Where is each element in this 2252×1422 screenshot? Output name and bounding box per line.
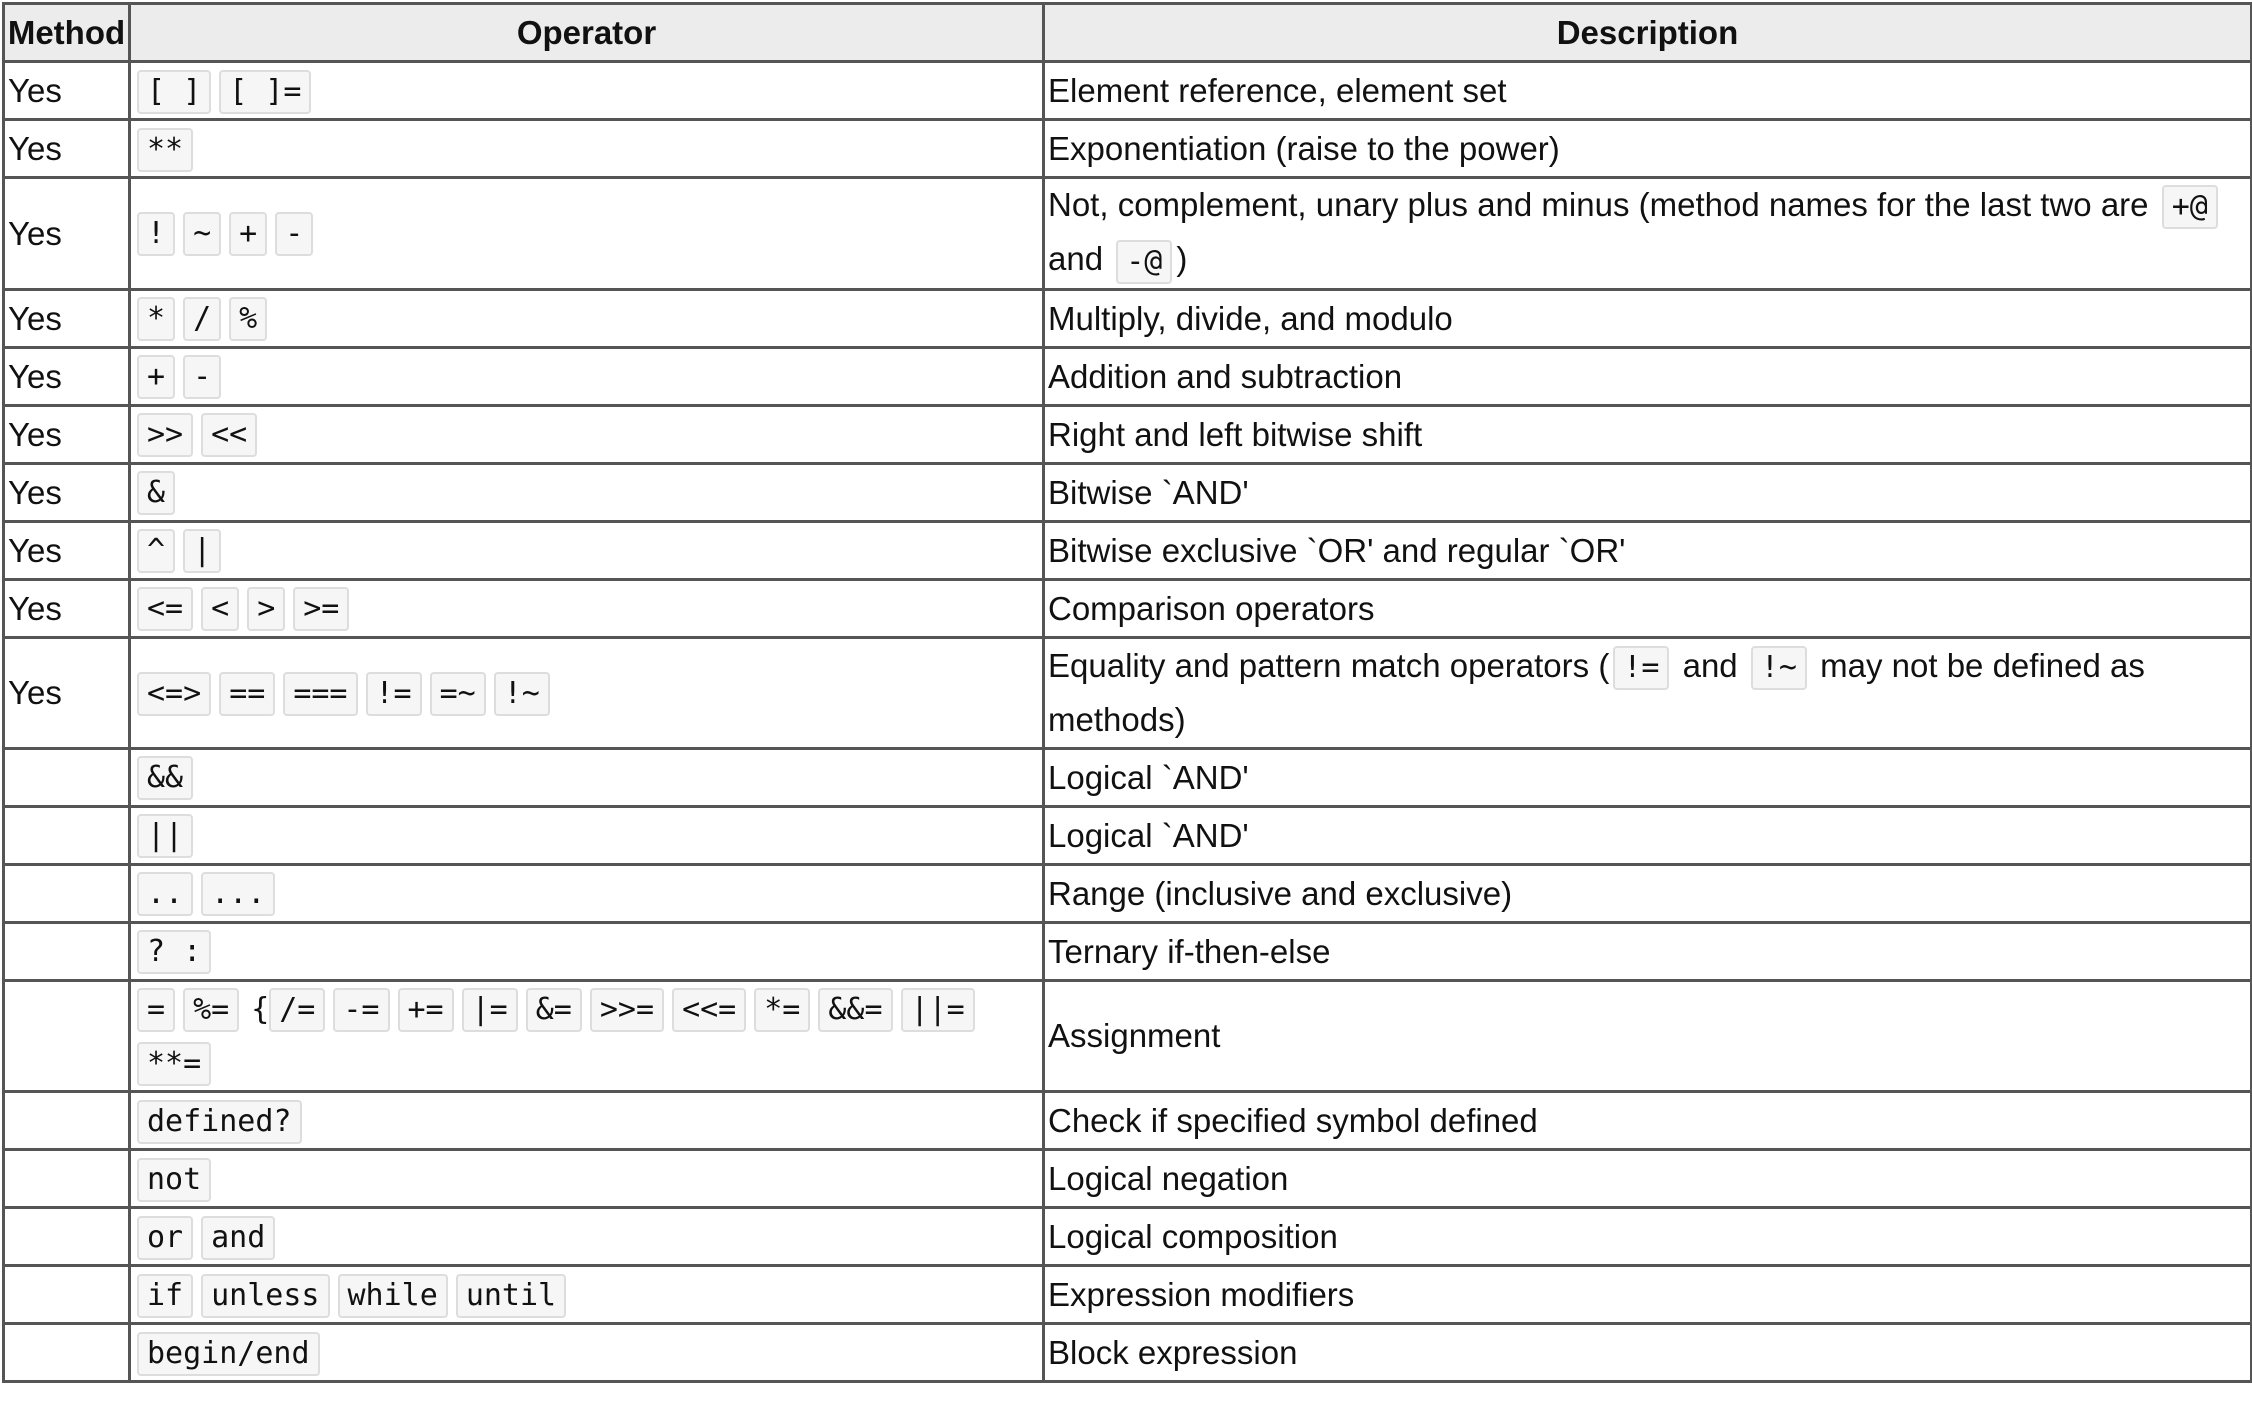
operator-code: unless <box>201 1274 329 1318</box>
operator-code: **= <box>137 1042 211 1086</box>
operator-code: [ ] <box>137 70 211 114</box>
description-cell: Assignment <box>1044 980 2252 1092</box>
operator-code: - <box>275 212 313 256</box>
description-cell: Ternary if-then-else <box>1044 922 2252 980</box>
operator-cell <box>130 1092 1044 1150</box>
operator-code: | <box>183 529 221 573</box>
method-cell: Yes <box>4 637 130 748</box>
operator-code: [ ]= <box>219 70 311 114</box>
method-cell <box>4 980 130 1092</box>
table-row <box>4 1092 2252 1150</box>
operator-code: > <box>247 587 285 631</box>
description-cell <box>1044 178 2252 290</box>
operator-code: + <box>229 212 267 256</box>
operator-cell <box>130 1266 1044 1324</box>
table-body <box>4 62 2252 1382</box>
table-row <box>4 521 2252 579</box>
operator-code: != <box>366 672 422 716</box>
operator-code: begin/end <box>137 1332 320 1376</box>
operator-code: * <box>137 297 175 341</box>
method-cell <box>4 1092 130 1150</box>
operator-code: <<= <box>672 988 746 1032</box>
operator-code: ||= <box>901 988 975 1032</box>
description-cell: Block expression <box>1044 1324 2252 1382</box>
operator-cell <box>130 579 1044 637</box>
operator-brace: { <box>251 991 270 1027</box>
operator-code: || <box>137 814 193 858</box>
table-row <box>4 463 2252 521</box>
operator-code: ** <box>137 128 193 172</box>
table-row <box>4 1266 2252 1324</box>
header-description: Description <box>1044 4 2252 62</box>
table-row <box>4 1208 2252 1266</box>
table-row <box>4 922 2252 980</box>
operator-cell <box>130 980 1044 1092</box>
header-operator: Operator <box>130 4 1044 62</box>
table-row <box>4 1150 2252 1208</box>
operator-cell <box>130 864 1044 922</box>
operator-code: & <box>137 471 175 515</box>
operator-code: !~ <box>494 672 550 716</box>
operator-code: =~ <box>430 672 486 716</box>
table-row <box>4 1324 2252 1382</box>
description-cell: Logical composition <box>1044 1208 2252 1266</box>
description-cell: Expression modifiers <box>1044 1266 2252 1324</box>
method-cell <box>4 1208 130 1266</box>
method-cell: Yes <box>4 579 130 637</box>
description-cell: Bitwise `AND' <box>1044 463 2252 521</box>
method-cell <box>4 1324 130 1382</box>
operator-code: >> <box>137 413 193 457</box>
description-cell: Multiply, divide, and modulo <box>1044 289 2252 347</box>
operator-cell <box>130 637 1044 748</box>
description-text: Equality and pattern match operators ( <box>1048 646 1610 684</box>
description-text: may not be defined as methods) <box>1048 646 2145 739</box>
operator-code: << <box>201 413 257 457</box>
operator-code: &&= <box>818 988 892 1032</box>
operator-code: or <box>137 1216 193 1260</box>
operator-code: -= <box>333 988 389 1032</box>
operator-cell <box>130 178 1044 290</box>
operator-code: == <box>219 672 275 716</box>
operator-code: === <box>283 672 357 716</box>
operator-code: ! <box>137 212 175 256</box>
method-cell <box>4 748 130 806</box>
method-cell: Yes <box>4 347 130 405</box>
operator-code: <=> <box>137 672 211 716</box>
description-text: ) <box>1176 240 1188 278</box>
operator-code: / <box>183 297 221 341</box>
operator-code: ^ <box>137 529 175 573</box>
operator-code: ~ <box>183 212 221 256</box>
method-cell: Yes <box>4 405 130 463</box>
operator-cell <box>130 922 1044 980</box>
description-cell <box>1044 637 2252 748</box>
table-row <box>4 579 2252 637</box>
method-cell <box>4 1266 130 1324</box>
operator-cell <box>130 347 1044 405</box>
description-cell: Exponentiation (raise to the power) <box>1044 120 2252 178</box>
operator-code: && <box>137 756 193 800</box>
operator-code: while <box>338 1274 448 1318</box>
method-cell <box>4 1150 130 1208</box>
operator-code: defined? <box>137 1100 302 1144</box>
operator-cell <box>130 1208 1044 1266</box>
description-cell: Right and left bitwise shift <box>1044 405 2252 463</box>
operator-code: % <box>229 297 267 341</box>
method-cell <box>4 922 130 980</box>
operator-code: &= <box>526 988 582 1032</box>
operator-cell <box>130 748 1044 806</box>
operator-cell <box>130 289 1044 347</box>
operator-cell <box>130 405 1044 463</box>
description-text: Not, complement, unary plus and minus (method names for the last two are <box>1048 186 2158 223</box>
description-cell: Logical `AND' <box>1044 748 2252 806</box>
description-text: and <box>1673 646 1747 684</box>
method-cell <box>4 806 130 864</box>
operator-code: >>= <box>590 988 664 1032</box>
operator-code: /= <box>269 988 325 1032</box>
inline-code: -@ <box>1116 240 1172 284</box>
operator-cell <box>130 806 1044 864</box>
header-row <box>4 4 2252 62</box>
table-row <box>4 62 2252 120</box>
table-row <box>4 347 2252 405</box>
description-cell: Comparison operators <box>1044 579 2252 637</box>
method-cell: Yes <box>4 463 130 521</box>
table-row <box>4 405 2252 463</box>
description-cell: Check if specified symbol defined <box>1044 1092 2252 1150</box>
operator-cell <box>130 1324 1044 1382</box>
table-row <box>4 178 2252 290</box>
operator-code: *= <box>754 988 810 1032</box>
operator-cell <box>130 120 1044 178</box>
operator-code: and <box>201 1216 275 1260</box>
table-row <box>4 980 2252 1092</box>
operator-code: - <box>183 355 221 399</box>
method-cell: Yes <box>4 178 130 290</box>
operator-cell <box>130 463 1044 521</box>
description-cell: Range (inclusive and exclusive) <box>1044 864 2252 922</box>
table-row <box>4 864 2252 922</box>
operator-code: if <box>137 1274 193 1318</box>
table-row <box>4 637 2252 748</box>
inline-code: != <box>1613 646 1669 690</box>
description-cell: Addition and subtraction <box>1044 347 2252 405</box>
method-cell: Yes <box>4 289 130 347</box>
inline-code: +@ <box>2162 185 2218 229</box>
operator-code: ? : <box>137 930 211 974</box>
description-cell: Bitwise exclusive `OR' and regular `OR' <box>1044 521 2252 579</box>
table-row <box>4 748 2252 806</box>
operator-code: <= <box>137 587 193 631</box>
operator-code: |= <box>462 988 518 1032</box>
operator-code: %= <box>183 988 239 1032</box>
operator-code: + <box>137 355 175 399</box>
inline-code: !~ <box>1751 646 1807 690</box>
description-cell: Logical `AND' <box>1044 806 2252 864</box>
operator-code: = <box>137 988 175 1032</box>
table-row <box>4 289 2252 347</box>
description-cell: Element reference, element set <box>1044 62 2252 120</box>
operator-code: not <box>137 1158 211 1202</box>
header-method: Method <box>4 4 130 62</box>
description-cell: Logical negation <box>1044 1150 2252 1208</box>
operator-code: >= <box>293 587 349 631</box>
table-row <box>4 806 2252 864</box>
method-cell: Yes <box>4 120 130 178</box>
operator-code: ... <box>201 872 275 916</box>
operator-cell <box>130 521 1044 579</box>
operator-code: .. <box>137 872 193 916</box>
method-cell: Yes <box>4 62 130 120</box>
description-text: and <box>1048 240 1113 278</box>
operator-code: until <box>456 1274 566 1318</box>
method-cell: Yes <box>4 521 130 579</box>
table-row <box>4 120 2252 178</box>
operator-code: += <box>398 988 454 1032</box>
operator-cell <box>130 1150 1044 1208</box>
method-cell <box>4 864 130 922</box>
operator-cell <box>130 62 1044 120</box>
operator-table <box>2 2 2252 1383</box>
operator-code: < <box>201 587 239 631</box>
